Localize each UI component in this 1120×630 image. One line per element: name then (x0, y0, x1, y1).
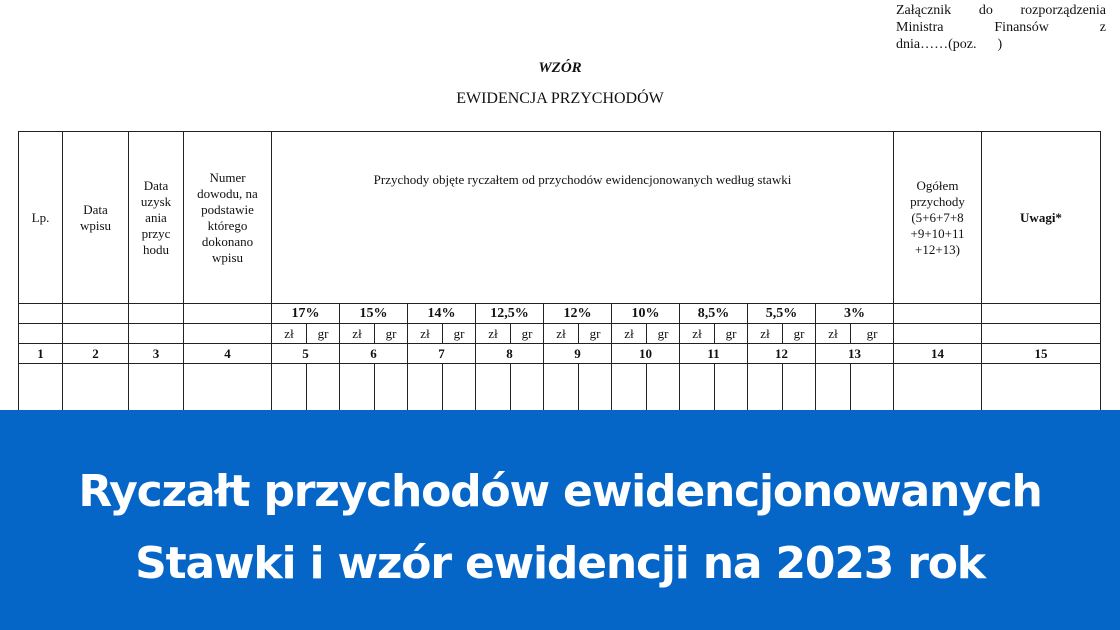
column-number: 6 (340, 344, 408, 364)
unit-gr: gr (647, 324, 680, 344)
rate-5-5: 5,5% (748, 304, 816, 324)
empty-cell (894, 304, 982, 324)
annex-word: Finansów (994, 20, 1049, 35)
rate-12-5: 12,5% (476, 304, 544, 324)
rate-17: 17% (272, 304, 340, 324)
rate-3: 3% (816, 304, 894, 324)
empty-cell (63, 304, 129, 324)
column-number: 3 (129, 344, 184, 364)
unit-zl: zł (816, 324, 851, 344)
empty-cell (19, 304, 63, 324)
empty-cell (894, 324, 982, 344)
unit-gr: gr (579, 324, 612, 344)
empty-cell (982, 304, 1101, 324)
rate-15: 15% (340, 304, 408, 324)
unit-gr: gr (375, 324, 408, 344)
annex-word: Załącznik (896, 3, 952, 18)
column-number: 9 (544, 344, 612, 364)
column-number: 11 (680, 344, 748, 364)
form-label: WZÓR (538, 60, 582, 76)
rate-14: 14% (408, 304, 476, 324)
header-lp: Lp. (19, 132, 63, 304)
unit-gr: gr (851, 324, 894, 344)
empty-cell (63, 324, 129, 344)
rate-12: 12% (544, 304, 612, 324)
column-number: 8 (476, 344, 544, 364)
annex-note (896, 2, 1106, 53)
empty-cell (129, 304, 184, 324)
unit-zl: zł (272, 324, 307, 344)
empty-cell (19, 324, 63, 344)
column-number: 1 (19, 344, 63, 364)
unit-zl: zł (612, 324, 647, 344)
empty-cell (982, 324, 1101, 344)
unit-zl: zł (476, 324, 511, 344)
column-number: 15 (982, 344, 1101, 364)
banner-subheadline: Stawki i wzór ewidencji na 2023 rok (135, 538, 985, 589)
empty-cell (184, 324, 272, 344)
unit-gr: gr (511, 324, 544, 344)
column-number: 10 (612, 344, 680, 364)
column-number: 2 (63, 344, 129, 364)
annex-word: rozporządzenia (1020, 3, 1106, 18)
column-number: 4 (184, 344, 272, 364)
unit-gr: gr (307, 324, 340, 344)
column-numbers-row (19, 344, 1101, 364)
rate-10: 10% (612, 304, 680, 324)
header-przychody: Przychody objęte ryczałtem od przychodów ewidencjonowanych według stawki (272, 132, 894, 304)
header-numer-dowodu: Numer dowodu, na podstawie którego dokonano wpisu (184, 132, 272, 304)
form-title: EWIDENCJA PRZYCHODÓW (456, 90, 664, 107)
annex-word: z (1099, 20, 1106, 35)
banner-headline: Ryczałt przychodów ewidencjonowanych (78, 466, 1042, 517)
title-banner (0, 410, 1120, 630)
header-data-wpisu: Data wpisu (63, 132, 129, 304)
rates-row (19, 304, 1101, 324)
empty-cell (184, 304, 272, 324)
empty-cell (129, 324, 184, 344)
annex-line-3: dnia……(poz. ) (896, 37, 1003, 52)
unit-zl: zł (680, 324, 715, 344)
annex-word: do (978, 3, 993, 18)
column-number: 12 (748, 344, 816, 364)
unit-gr: gr (783, 324, 816, 344)
annex-word: Ministra (896, 20, 944, 35)
units-row (19, 324, 1101, 344)
column-number: 7 (408, 344, 476, 364)
unit-zl: zł (544, 324, 579, 344)
unit-zl: zł (408, 324, 443, 344)
unit-zl: zł (748, 324, 783, 344)
header-data-uzyskania: Data uzysk ania przyc hodu (129, 132, 184, 304)
header-ogolem: Ogółem przychody (5+6+7+8 +9+10+11 +12+13) (894, 132, 982, 304)
annex-line-1 (896, 2, 1106, 19)
column-number: 13 (816, 344, 894, 364)
table-header-row (19, 132, 1101, 304)
column-number: 14 (894, 344, 982, 364)
header-uwagi: Uwagi* (982, 132, 1101, 304)
unit-zl: zł (340, 324, 375, 344)
unit-gr: gr (443, 324, 476, 344)
annex-line-2 (896, 19, 1106, 36)
unit-gr: gr (715, 324, 748, 344)
column-number: 5 (272, 344, 340, 364)
rate-8-5: 8,5% (680, 304, 748, 324)
